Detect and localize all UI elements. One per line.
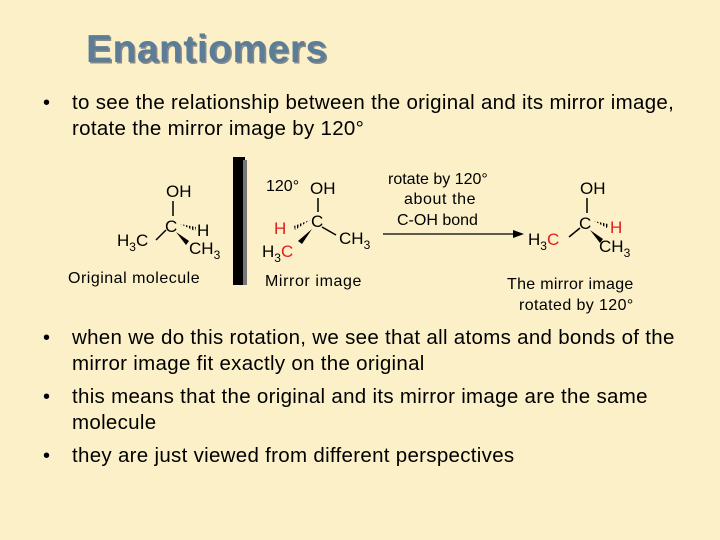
rotated-caption-line-1: The mirror image [507,276,634,293]
mirror-h3c-label: $H_3C$ [262,242,294,265]
mirror-plane-shadow [243,160,247,285]
rotated-molecule [507,179,634,314]
rotated-hash-bond [594,221,608,228]
bullet-marker: • [43,327,51,349]
mirror-oh-label: OH [310,179,336,198]
mirror-caption: Mirror image [265,273,362,290]
rotated-h3c-label: $H_3C$ [528,230,560,253]
mirror-molecule [262,178,371,290]
bullet-marker: • [43,92,51,114]
original-hash-bond [180,224,196,231]
mirror-hash-bond [294,220,310,230]
rotated-ch3-label: $CH_3$ [599,237,631,260]
original-oh-label: OH [166,182,192,201]
original-molecule [68,182,221,287]
mirror-ch3-bond [322,227,336,235]
mirror-wedge-bond [298,229,312,244]
bullet-marker: • [43,445,51,467]
bullet-item [0,325,720,377]
arrow-label-line-1: rotate by 120° [388,171,488,188]
bullet-text: when we do this rotation, we see that all atoms and bonds of the mirror image fit exactly on the original [72,326,675,375]
rotated-h-label: H [610,218,623,237]
slide-title: Enantiomers [86,28,328,71]
rotation-arrow [383,171,524,238]
mirror-ch3-label: $CH_3$ [339,229,371,252]
bullet-marker: • [43,386,51,408]
arrow-head [513,230,524,238]
bullet-text: they are just viewed from different perspectives [72,444,515,467]
bullet-text: this means that the original and its mirror image are the same molecule [72,385,648,434]
bullet-list-bottom [0,325,720,476]
original-wedge-bond [176,232,189,245]
original-h-label: H [197,221,210,240]
mirror-angle-label: 120° [266,178,300,195]
original-caption: Original molecule [68,270,201,287]
mirror-c-label: C [311,212,324,231]
enantiomer-diagram [0,150,720,320]
arrow-label-line-3: C-OH bond [397,212,478,229]
bullet-text: to see the relationship between the original and its mirror image, rotate the mirror image by 120° [72,91,675,140]
bullet-item [0,90,720,142]
rotated-caption-line-2: rotated by 120° [519,297,634,314]
rotated-c-label: C [579,214,592,233]
original-h3c-label: $H_3C$ [117,231,149,254]
bullet-item [0,384,720,436]
mirror-h-label: H [274,219,287,238]
original-ch3-label: $CH_3$ [189,239,221,262]
bullet-item [0,443,720,469]
bullet-list-top [0,90,720,149]
rotated-oh-label: OH [580,179,606,198]
original-c-label: C [165,217,178,236]
arrow-label-line-2: about the [404,191,477,208]
